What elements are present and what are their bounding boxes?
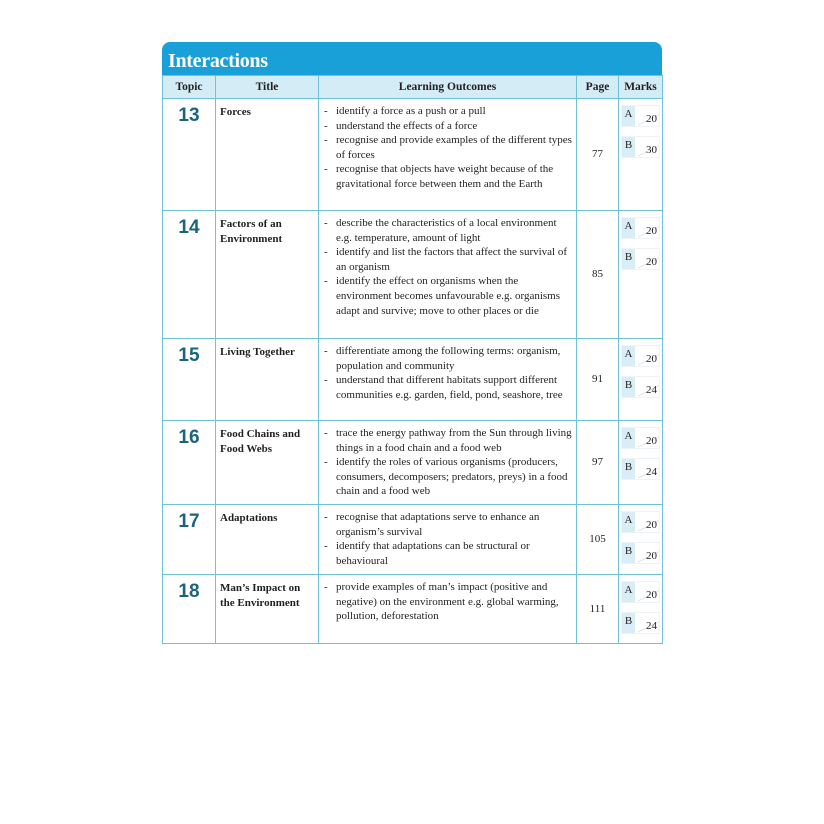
mark-box	[621, 376, 660, 398]
marks-cell	[619, 421, 663, 505]
outcome-text: identify the roles of various organisms (producers, consumers, decomposers; predators, preys) in a food chain and a food web	[336, 456, 568, 498]
bullet-dash: -	[324, 246, 328, 259]
bullet-dash: -	[324, 511, 328, 523]
learning-outcomes	[319, 99, 577, 211]
outcome-list	[323, 344, 572, 402]
table-row	[163, 575, 663, 644]
mark-paper-label: A	[622, 512, 635, 532]
bullet-dash: -	[324, 163, 328, 176]
bullet-dash: -	[324, 540, 328, 553]
mark-paper-label: B	[622, 137, 635, 157]
mark-box	[621, 427, 660, 449]
learning-outcomes	[319, 421, 577, 505]
outcome-text: understand that different habitats support different communities e.g. garden, field, pond, seashore, tree	[336, 374, 563, 401]
outcome-item	[323, 216, 572, 245]
table-row	[163, 421, 663, 505]
mark-box	[621, 612, 660, 634]
outcome-item	[323, 245, 572, 274]
mark-value: 20	[646, 225, 657, 237]
table-row	[163, 505, 663, 575]
mark-box	[621, 248, 660, 270]
page-number: 91	[577, 339, 619, 421]
outcome-text: recognise and provide examples of the different types of forces	[336, 134, 572, 161]
outcome-text: identify that adaptations can be structural or behavioural	[336, 540, 530, 567]
outcome-item	[323, 104, 572, 119]
outcome-item	[323, 119, 572, 134]
mark-paper-label: B	[622, 459, 635, 479]
mark-paper-label: A	[622, 106, 635, 126]
mark-box	[621, 136, 660, 158]
mark-box	[621, 217, 660, 239]
mark-box	[621, 581, 660, 603]
outcome-list	[323, 216, 572, 318]
topic-title: Forces	[216, 99, 319, 211]
mark-box	[621, 458, 660, 480]
header-row	[163, 76, 663, 99]
outcome-item	[323, 510, 572, 539]
topic-title: Man’s Impact on the Environment	[216, 575, 319, 644]
mark-paper-label: A	[622, 218, 635, 238]
outcome-text: describe the characteristics of a local environment e.g. temperature, amount of light	[336, 217, 557, 244]
marks-cell	[619, 505, 663, 575]
header-page: Page	[577, 76, 619, 99]
marks-cell	[619, 575, 663, 644]
topic-number: 18	[163, 575, 216, 644]
mark-value: 20	[646, 550, 657, 562]
mark-value: 20	[646, 353, 657, 365]
mark-paper-label: B	[622, 613, 635, 633]
outcome-text: differentiate among the following terms: organism, population and community	[336, 345, 561, 372]
outcome-text: identify and list the factors that affect the survival of an organism	[336, 246, 568, 273]
outcome-item	[323, 162, 572, 191]
bullet-dash: -	[324, 345, 328, 357]
header-title: Title	[216, 76, 319, 99]
topic-number: 15	[163, 339, 216, 421]
mark-value: 24	[646, 620, 657, 632]
outcome-text: understand the effects of a force	[336, 119, 478, 132]
page-number: 111	[577, 575, 619, 644]
outcome-item	[323, 274, 572, 318]
bullet-dash: -	[324, 456, 328, 469]
bullet-dash: -	[324, 427, 328, 439]
topic-number: 14	[163, 211, 216, 339]
bullet-dash: -	[324, 119, 328, 132]
page-number: 97	[577, 421, 619, 505]
topic-title: Living Together	[216, 339, 319, 421]
outcome-list	[323, 426, 572, 499]
syllabus-table	[162, 75, 663, 644]
section-title: Interactions	[162, 42, 662, 75]
header-marks: Marks	[619, 76, 663, 99]
header-topic: Topic	[163, 76, 216, 99]
outcome-item	[323, 455, 572, 499]
outcome-item	[323, 133, 572, 162]
topic-title: Food Chains and Food Webs	[216, 421, 319, 505]
mark-box	[621, 345, 660, 367]
topic-number: 13	[163, 99, 216, 211]
outcome-list	[323, 580, 572, 624]
mark-value: 20	[646, 256, 657, 268]
mark-paper-label: B	[622, 377, 635, 397]
mark-paper-label: A	[622, 346, 635, 366]
outcome-text: identify a force as a push or a pull	[336, 105, 486, 117]
mark-paper-label: A	[622, 582, 635, 602]
bullet-dash: -	[324, 581, 328, 593]
outcome-text: recognise that adaptations serve to enhance an organism’s survival	[336, 511, 540, 538]
mark-paper-label: B	[622, 249, 635, 269]
marks-cell	[619, 339, 663, 421]
outcome-item	[323, 580, 572, 624]
marks-cell	[619, 211, 663, 339]
topic-number: 17	[163, 505, 216, 575]
bullet-dash: -	[324, 275, 328, 288]
page-number: 85	[577, 211, 619, 339]
mark-box	[621, 542, 660, 564]
topic-title: Factors of an Environment	[216, 211, 319, 339]
outcome-item	[323, 426, 572, 455]
learning-outcomes	[319, 339, 577, 421]
bullet-dash: -	[324, 105, 328, 117]
syllabus-card	[162, 42, 662, 644]
mark-paper-label: A	[622, 428, 635, 448]
mark-value: 30	[646, 144, 657, 156]
bullet-dash: -	[324, 217, 328, 229]
topic-number: 16	[163, 421, 216, 505]
outcome-list	[323, 510, 572, 568]
mark-box	[621, 105, 660, 127]
learning-outcomes	[319, 505, 577, 575]
header-learning-outcomes: Learning Outcomes	[319, 76, 577, 99]
outcome-text: identify the effect on organisms when the environment becomes unfavourable e.g. organisms adapt and survive; move to other places or die	[336, 275, 561, 317]
table-row	[163, 339, 663, 421]
outcome-text: provide examples of man’s impact (positive and negative) on the environment e.g. global warming, pollution, deforestation	[336, 581, 559, 623]
mark-value: 20	[646, 113, 657, 125]
mark-value: 24	[646, 384, 657, 396]
learning-outcomes	[319, 575, 577, 644]
outcome-item	[323, 344, 572, 373]
mark-box	[621, 511, 660, 533]
mark-value: 20	[646, 589, 657, 601]
mark-paper-label: B	[622, 543, 635, 563]
topic-title: Adaptations	[216, 505, 319, 575]
bullet-dash: -	[324, 134, 328, 147]
mark-value: 20	[646, 519, 657, 531]
page-number: 77	[577, 99, 619, 211]
outcome-text: recognise that objects have weight because of the gravitational force between them and the Earth	[336, 163, 554, 190]
learning-outcomes	[319, 211, 577, 339]
bullet-dash: -	[324, 374, 328, 387]
table-row	[163, 211, 663, 339]
table-row	[163, 99, 663, 211]
page-number: 105	[577, 505, 619, 575]
outcome-text: trace the energy pathway from the Sun through living things in a food chain and a food web	[336, 427, 572, 454]
marks-cell	[619, 99, 663, 211]
mark-value: 24	[646, 466, 657, 478]
outcome-list	[323, 104, 572, 192]
outcome-item	[323, 539, 572, 568]
outcome-item	[323, 373, 572, 402]
mark-value: 20	[646, 435, 657, 447]
